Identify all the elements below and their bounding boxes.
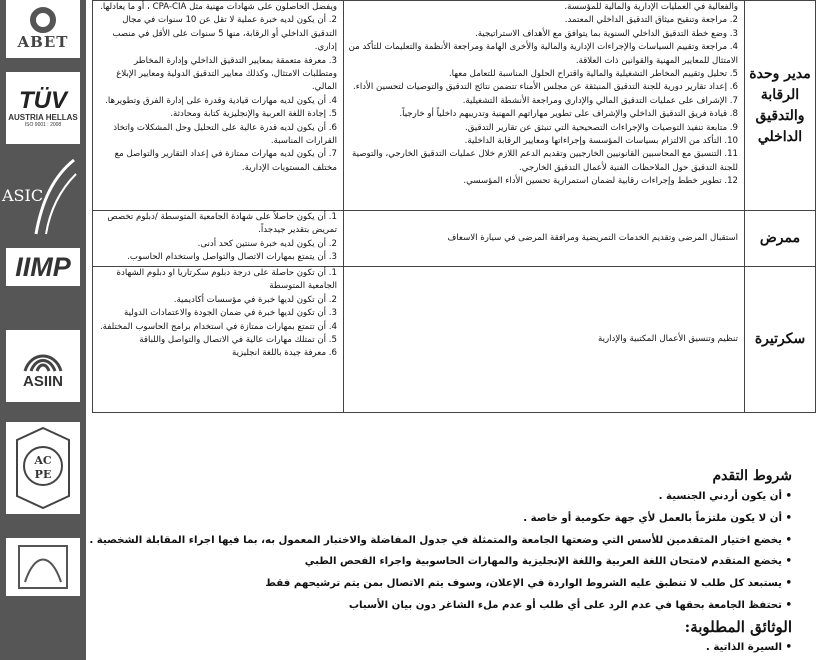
requirements-cell xyxy=(93,211,344,267)
accreditation-emblem-logo xyxy=(6,538,80,596)
table-row xyxy=(93,1,816,211)
tuv-austria-logo xyxy=(6,72,80,144)
application-conditions xyxy=(89,466,792,659)
job-title-audit-manager: مدير وحدة الرقابة والتدقيق الداخلي xyxy=(745,1,816,211)
asiin-logo-text: ASIIN xyxy=(22,372,63,390)
table-row xyxy=(93,267,816,413)
asiin-logo xyxy=(6,330,80,402)
list-item: 4. أن يكون لديه مهارات قيادية وقدرة على إدارة الفرق وتطويرها. xyxy=(105,95,337,106)
duty-text: استقبال المرضى وتقديم الخدمات التمريضية ومرافقة المرضى في سيارة الاسعاف xyxy=(447,232,738,243)
svg-text:AC: AC xyxy=(34,454,52,467)
asiin-arc-icon xyxy=(21,343,65,373)
list-item: 2. مراجعة وتنقيح ميثاق التدقيق الداخلي المعتمد. xyxy=(564,15,738,26)
list-item: 5. تحليل وتقييم المخاطر التشغيلية والمالية واقتراح الحلول المناسبة للتعامل معها. xyxy=(448,69,738,80)
job-title-nurse: ممرض xyxy=(745,211,816,267)
duty-text: تنظيم وتنسيق الأعمال المكتبية والإدارية xyxy=(598,333,738,344)
emblem-icon xyxy=(15,542,71,592)
iimp-logo: IIMP xyxy=(6,248,80,286)
job-vacancies-table xyxy=(92,0,816,413)
duties-list xyxy=(348,1,738,189)
duties-cell xyxy=(344,1,745,211)
duties-cell xyxy=(344,211,745,267)
list-item: 2. أن يكون لديه خبرة عملية لا تقل عن 10 سنوات في مجال التدقيق الداخلي أو الرقابة، منها 5 سنوات على الأقل في منصب إداري. xyxy=(112,15,337,53)
list-item: 9. متابعة تنفيذ التوصيات والإجراءات التصحيحية التي تنبثق عن تقارير التدقيق. xyxy=(464,122,738,133)
asic-logo-text: ASIC xyxy=(2,185,44,205)
list-item: 6. أن يكون لديه قدرة عالية على التحليل وحل المشكلات واتخاذ القرارات المناسبة. xyxy=(113,122,337,147)
list-item: 4. أن تتمتع بمهارات ممتازة في استخدام برامج الحاسوب المختلفة. xyxy=(99,321,337,332)
requirements-list xyxy=(97,1,337,175)
list-item: 10. التأكد من الالتزام بسياسات المؤسسة وإجراءاتها ومعايير الرقابة الداخلية. xyxy=(464,136,738,147)
acpe-logo xyxy=(6,422,80,514)
list-item: • تحتفظ الجامعة بحقها في عدم الرد على أي طلب أو عدم ملء الشاغر دون بيان الأسباب xyxy=(348,599,792,611)
accreditation-logos-sidebar xyxy=(0,0,86,660)
tuv-logo-text: TÜV xyxy=(19,86,67,114)
abet-ring-icon xyxy=(30,7,56,33)
svg-text:PE: PE xyxy=(34,468,52,481)
conditions-heading: شروط التقدم xyxy=(712,468,792,484)
list-item: 3. معرفة متعمقة بمعايير التدقيق الداخلي وإدارة المخاطر ومتطلبات الامتثال، وكذلك معايير التدقيق الدولية ومعايير الإبلاغ المالي. xyxy=(116,55,337,93)
abet-logo xyxy=(6,0,80,58)
list-item: 3. أن تكون لديها خبرة في ضمان الجودة والاعتمادات الدولية xyxy=(124,308,337,319)
tuv-logo-cert: ISO 9001 : 2008 xyxy=(24,121,62,128)
asic-swoosh-icon xyxy=(34,156,78,236)
job-title-secretary: سكرتيرة xyxy=(745,267,816,413)
list-item: 2. أن تكون لديها خبرة في مؤسسات أكاديمية. xyxy=(173,294,337,305)
list-item: 5. إجادة اللغة العربية والإنجليزية كتابة ومحادثة. xyxy=(170,109,337,120)
acpe-seal-icon xyxy=(13,426,73,510)
asic-logo xyxy=(0,152,74,238)
list-item: • أن يكون أردني الجنسية . xyxy=(658,491,792,502)
list-item: 2. أن يكون لديه خبرة سنتين كحد أدنى. xyxy=(197,238,337,249)
list-item: • يخضع اختيار المتقدمين للأسس التي وضعتها الجامعة والمتمثلة في جدول المفاضلة والاختبار المعمول به، بما فيها اجراء المقابلة الشخصية . xyxy=(89,534,792,546)
list-item: 1. أن تكون حاصلة على درجة دبلوم سكرتاريا او دبلوم الشهادة الجامعية المتوسطة xyxy=(116,268,337,292)
list-item: • أن لا يكون ملتزماً بالعمل لأي جهة حكومية أو خاصة . xyxy=(523,512,792,524)
list-item: • يخضع المتقدم لامتحان اللغة العربية واللغة الإنجليزية والمهارات الحاسوبية واجراء الفحص الطبي xyxy=(304,556,792,568)
requirements-cell xyxy=(93,1,344,211)
list-item: • يستبعد كل طلب لا تنطبق عليه الشروط الواردة في الإعلان، وسوف يتم الاتصال بمن يتم ترشيحهم فقط xyxy=(265,578,792,590)
list-item: 1. أن يكون حاصلاً على شهادة الجامعية المتوسطة /دبلوم تخصص تمريض بتقدير جيدجداً. xyxy=(107,212,337,236)
list-item: • السيرة الذاتية . xyxy=(705,641,792,653)
list-item: 6. معرفة جيدة باللغة انجليزية xyxy=(232,348,337,359)
list-item: ويفضل الحاصلون على شهادات مهنية مثل CPA-CIA ، أو ما يعادلها. xyxy=(100,2,337,12)
list-item: والفعالية في العمليات الإدارية والمالية للمؤسسة. xyxy=(564,2,738,12)
list-item: 7. أن يكون لديه مهارات ممتازة في إعداد التقارير والتواصل مع مختلف المستويات الإدارية. xyxy=(114,149,337,173)
list-item: 12. تطوير خطط وإجراءات رقابية لضمان استمرارية تحسين الأداء المؤسسي. xyxy=(463,176,738,187)
list-item: 4. مراجعة وتقييم السياسات والإجراءات الإدارية والمالية والأخرى الهامة ومراجعة الأنظمة والتعليمات للتأكد من الامتثال للمعايير المهنية والقوانين ذات العلاقة. xyxy=(348,42,738,66)
list-item: 7. الإشراف على عمليات التدقيق المالي والإداري ومراجعة الأنشطة التشغيلية. xyxy=(462,95,738,106)
requirements-cell xyxy=(93,267,344,413)
list-item: 3. أن يتمتع بمهارات الاتصال والتواصل واستخدام الحاسوب. xyxy=(127,252,337,263)
list-item: 3. وضع خطة التدقيق الداخلي السنوية بما يتوافق مع الأهداف الاستراتيجية. xyxy=(475,28,738,39)
list-item: 6. إعداد تقارير دورية للجنة التدقيق المنبثقة عن مجلس الأمناء تتضمن نتائج التدقيق والتوصيات لتحسين الأداء. xyxy=(353,82,738,93)
job-announcement xyxy=(89,0,811,660)
table-row xyxy=(93,211,816,267)
duties-cell xyxy=(344,267,745,413)
list-item: 5. أن تمتلك مهارات عالية في الاتصال والتواصل واللباقة xyxy=(139,335,337,346)
requirements-list xyxy=(97,267,337,361)
required-documents-heading: الوثائق المطلوبة: xyxy=(684,617,792,636)
list-item: 11. التنسيق مع المحاسبين القانونيين الخارجيين وتقديم الدعم اللازم خلال عمليات التدقيق الخارجي، والتوصية للجنة التدقيق حول الملاحظات الفنية لأعمال التدقيق الخارجي. xyxy=(352,149,738,173)
list-item: 8. قيادة فريق التدقيق الداخلي والإشراف على تطوير مهاراتهم المهنية وتدريبهم داخلياً أو خارجياً. xyxy=(399,109,738,120)
requirements-list xyxy=(97,211,337,265)
abet-logo-text: ABET xyxy=(17,33,69,51)
tuv-logo-subtext: AUSTRIA HELLAS xyxy=(8,112,78,122)
